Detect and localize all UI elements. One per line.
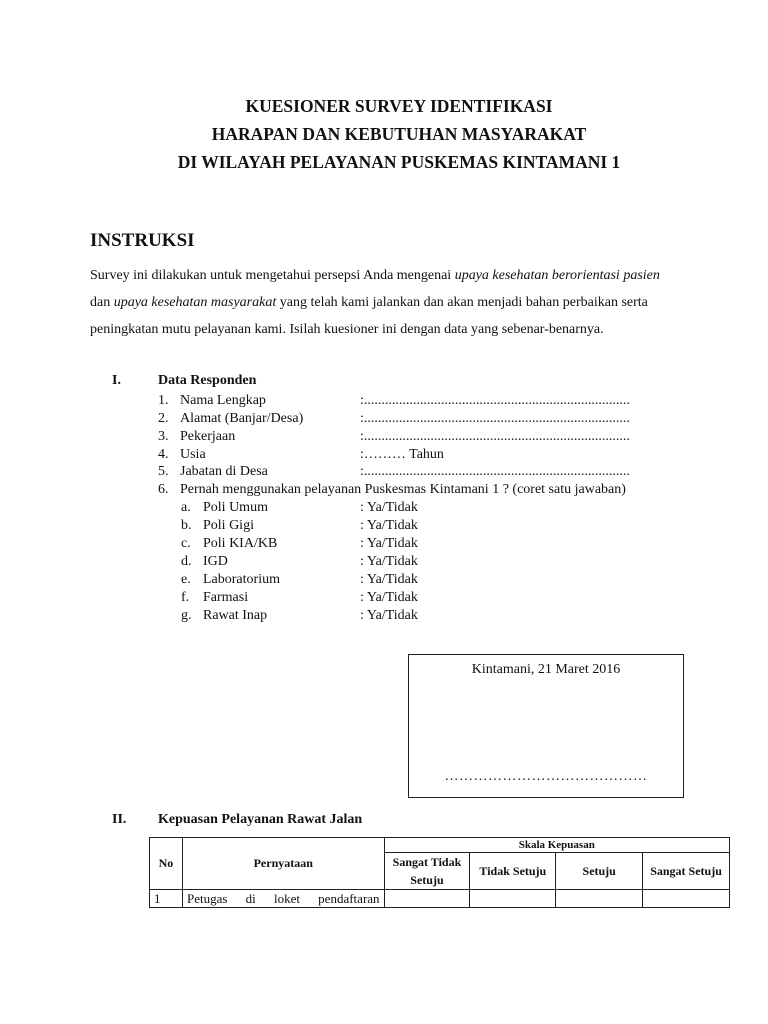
field-label: Nama Lengkap	[180, 393, 266, 408]
service-label: Poli Umum	[203, 500, 268, 515]
field-number: 4.	[158, 447, 169, 462]
scale-col-tidak-setuju: Tidak Setuju	[470, 853, 556, 890]
service-answer[interactable]: : Ya/Tidak	[360, 590, 418, 605]
field-number: 5.	[158, 464, 169, 479]
instructions-line-3: peningkatan mutu pelayanan kami. Isilah kuesioner ini dengan data yang sebenar-benarnya.	[90, 322, 604, 337]
answer-cell-tidak-setuju[interactable]	[470, 890, 556, 908]
service-label: Poli Gigi	[203, 518, 254, 533]
service-answer[interactable]: : Ya/Tidak	[360, 518, 418, 533]
scale-col-sangat-tidak-setuju: Sangat Tidak Setuju	[384, 853, 470, 890]
section-1-title: Data Responden	[158, 373, 257, 388]
field-blank[interactable]: :............................................................................	[360, 393, 630, 408]
instructions-line-2: dan upaya kesehatan masyarakat yang telah kami jalankan dan akan menjadi bahan perbaikan serta	[90, 295, 648, 310]
answer-cell-sangat-tidak-setuju[interactable]	[384, 890, 470, 908]
field-blank[interactable]: :............................................................................	[360, 411, 630, 426]
title-line-1: KUESIONER SURVEY IDENTIFIKASI	[245, 96, 553, 116]
instructions-line-1: Survey ini dilakukan untuk mengetahui persepsi Anda mengenai upaya kesehatan berorientasi pasien	[90, 268, 660, 283]
service-letter: f.	[181, 590, 190, 605]
service-letter: a.	[181, 500, 191, 515]
section-2-title: Kepuasan Pelayanan Rawat Jalan	[158, 812, 363, 827]
signature-line[interactable]: ……………………………………	[444, 769, 648, 784]
table-row	[150, 890, 730, 908]
field-blank[interactable]: :……… Tahun	[360, 447, 444, 462]
scale-header: Skala Kepuasan	[384, 838, 729, 853]
title-line-2: HARAPAN DAN KEBUTUHAN MASYARAKAT	[211, 124, 587, 144]
question-label: Pernah menggunakan pelayanan Puskesmas Kintamani 1 ? (coret satu jawaban)	[180, 482, 626, 497]
field-label: Alamat (Banjar/Desa)	[180, 411, 304, 426]
field-label: Pekerjaan	[180, 429, 236, 444]
question-number: 6.	[158, 482, 169, 497]
service-label: Poli KIA/KB	[203, 536, 278, 551]
service-answer[interactable]: : Ya/Tidak	[360, 572, 418, 587]
satisfaction-table	[149, 837, 730, 908]
field-number: 2.	[158, 411, 169, 426]
service-label: Laboratorium	[203, 572, 280, 587]
service-label: Rawat Inap	[203, 608, 268, 623]
field-label: Usia	[180, 447, 206, 462]
service-label: IGD	[203, 554, 228, 569]
section-2-number: II.	[112, 812, 127, 827]
title-line-3: DI WILAYAH PELAYANAN PUSKEMAS KINTAMANI 1	[177, 152, 621, 172]
service-answer[interactable]: : Ya/Tidak	[360, 500, 418, 515]
service-letter: g.	[181, 608, 192, 623]
signature-date: Kintamani, 21 Maret 2016	[471, 662, 621, 677]
field-blank[interactable]: :............................................................................	[360, 464, 630, 479]
instructions-paragraph	[90, 262, 720, 343]
field-number: 1.	[158, 393, 169, 408]
section-1-number: I.	[112, 373, 121, 388]
service-answer[interactable]: : Ya/Tidak	[360, 608, 418, 623]
document-title	[0, 92, 768, 176]
row-statement: Petugas di loket pendaftaran	[182, 890, 384, 908]
service-label: Farmasi	[203, 590, 249, 605]
service-letter: b.	[181, 518, 192, 533]
col-statement-header: Pernyataan	[182, 838, 384, 890]
scale-col-sangat-setuju: Sangat Setuju	[643, 853, 730, 890]
instructions-heading: INSTRUKSI	[90, 230, 195, 251]
scale-col-setuju: Setuju	[556, 853, 643, 890]
field-number: 3.	[158, 429, 169, 444]
col-no-header: No	[150, 838, 183, 890]
service-letter: d.	[181, 554, 192, 569]
field-blank[interactable]: :............................................................................	[360, 429, 630, 444]
row-number: 1	[150, 890, 183, 908]
service-answer[interactable]: : Ya/Tidak	[360, 536, 418, 551]
service-letter: e.	[181, 572, 191, 587]
answer-cell-setuju[interactable]	[556, 890, 643, 908]
signature-box	[408, 654, 684, 798]
answer-cell-sangat-setuju[interactable]	[643, 890, 730, 908]
field-label: Jabatan di Desa	[180, 464, 268, 479]
service-letter: c.	[181, 536, 191, 551]
service-answer[interactable]: : Ya/Tidak	[360, 554, 418, 569]
